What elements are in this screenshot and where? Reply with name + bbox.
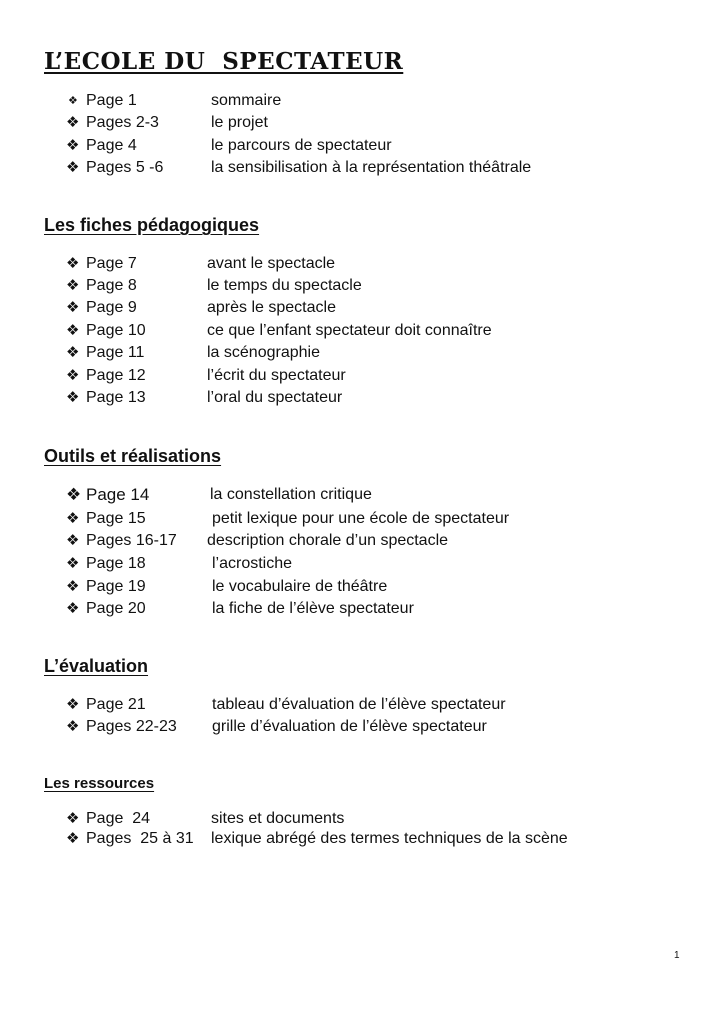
entry-description: la constellation critique xyxy=(210,486,372,503)
entry-description: petit lexique pour une école de spectateur xyxy=(212,510,510,527)
entry-description: sommaire xyxy=(211,92,282,109)
diamond-bullet-icon: ❖ xyxy=(66,114,80,131)
list-item xyxy=(66,320,492,342)
section-heading-outils: Outils et réalisations xyxy=(44,446,222,466)
diamond-bullet-icon: ❖ xyxy=(66,322,80,339)
list-item xyxy=(66,694,506,716)
entry-description: la scénographie xyxy=(207,344,320,361)
diamond-bullet-icon: ❖ xyxy=(66,137,80,154)
list-item xyxy=(66,112,268,134)
list-item xyxy=(66,90,282,112)
entry-description: le temps du spectacle xyxy=(207,277,362,294)
page-ref: Page 7 xyxy=(86,255,137,272)
page-ref: Page 12 xyxy=(86,367,146,384)
page-ref: Page 13 xyxy=(86,389,146,406)
list-item xyxy=(66,553,293,575)
page-ref: Page 14 xyxy=(86,485,150,504)
list-item xyxy=(66,598,414,620)
diamond-bullet-icon: ❖ xyxy=(66,718,80,735)
section-heading-evaluation: L’évaluation xyxy=(44,656,149,676)
entry-description: le parcours de spectateur xyxy=(211,137,392,154)
page-ref: Page 10 xyxy=(86,322,146,339)
page-ref: Pages 2-3 xyxy=(86,114,159,131)
diamond-bullet-icon: ❖ xyxy=(66,255,80,272)
page-ref: Page 9 xyxy=(86,299,137,316)
list-item xyxy=(66,275,362,297)
list-item xyxy=(66,530,449,552)
page-ref: Page 24 xyxy=(86,810,151,827)
diamond-bullet-icon: ❖ xyxy=(66,344,80,361)
section-heading-fiches: Les fiches pédagogiques xyxy=(44,215,260,235)
entry-description: l’oral du spectateur xyxy=(207,389,343,406)
entry-description: description chorale d’un spectacle xyxy=(207,532,449,549)
page-ref: Pages 25 à 31 xyxy=(86,830,194,847)
list-item xyxy=(66,808,345,830)
page-ref: Page 4 xyxy=(86,137,137,154)
page-ref: Page 18 xyxy=(86,555,146,572)
list-item xyxy=(66,576,388,598)
entry-description: après le spectacle xyxy=(207,299,336,316)
page-ref: Page 21 xyxy=(86,696,146,713)
list-item xyxy=(66,828,568,850)
page-ref: Page 1 xyxy=(86,92,137,109)
entry-description: la sensibilisation à la représentation théâtrale xyxy=(211,159,532,176)
diamond-bullet-icon: ❖ xyxy=(66,830,80,847)
diamond-bullet-icon: ❖ xyxy=(66,555,80,572)
document-title: L’ECOLE DU SPECTATEUR xyxy=(44,48,404,75)
diamond-bullet-icon: ❖ xyxy=(66,532,80,549)
entry-description: ce que l’enfant spectateur doit connaître xyxy=(207,322,492,339)
diamond-bullet-icon: ❖ xyxy=(66,159,80,176)
page-ref: Page 8 xyxy=(86,277,137,294)
diamond-bullet-icon: ❖ xyxy=(66,389,80,406)
diamond-bullet-icon: ❖ xyxy=(66,277,80,294)
entry-description: lexique abrégé des termes techniques de la scène xyxy=(211,830,568,847)
page-number: 1 xyxy=(674,950,680,961)
entry-description: le projet xyxy=(211,114,268,131)
page-ref: Page 15 xyxy=(86,510,146,527)
page-ref: Pages 5 -6 xyxy=(86,159,164,176)
entry-description: tableau d’évaluation de l’élève spectateur xyxy=(212,696,506,713)
list-item xyxy=(66,342,320,364)
section-heading-ressources: Les ressources xyxy=(44,775,155,792)
list-item xyxy=(66,484,372,506)
diamond-bullet-icon: ❖ xyxy=(66,299,80,316)
list-item xyxy=(66,508,510,530)
entry-description: la fiche de l’élève spectateur xyxy=(212,600,414,617)
list-item xyxy=(66,387,343,409)
entry-description: l’acrostiche xyxy=(212,555,293,572)
diamond-bullet-icon: ❖ xyxy=(66,600,80,617)
list-item xyxy=(66,297,336,319)
diamond-bullet-icon: ❖ xyxy=(66,510,80,527)
list-item xyxy=(66,253,336,275)
diamond-bullet-icon: ❖ xyxy=(66,810,80,827)
page-ref: Pages 22-23 xyxy=(86,718,177,735)
entry-description: l’écrit du spectateur xyxy=(207,367,346,384)
page-ref: Page 20 xyxy=(86,600,146,617)
diamond-bullet-icon: ❖ xyxy=(68,95,78,107)
list-item xyxy=(66,365,346,387)
entry-description: grille d’évaluation de l’élève spectateur xyxy=(212,718,487,735)
list-item xyxy=(66,135,392,157)
list-item xyxy=(66,157,532,179)
diamond-bullet-icon: ❖ xyxy=(66,696,80,713)
entry-description: sites et documents xyxy=(211,810,345,827)
diamond-bullet-icon: ❖ xyxy=(66,578,80,595)
list-item xyxy=(66,716,487,738)
entry-description: avant le spectacle xyxy=(207,255,336,272)
page-ref: Page 11 xyxy=(86,344,145,361)
page-ref: Page 19 xyxy=(86,578,146,595)
diamond-bullet-icon: ❖ xyxy=(66,485,82,504)
entry-description: le vocabulaire de théâtre xyxy=(212,578,388,595)
diamond-bullet-icon: ❖ xyxy=(66,367,80,384)
page-ref: Pages 16-17 xyxy=(86,532,177,549)
